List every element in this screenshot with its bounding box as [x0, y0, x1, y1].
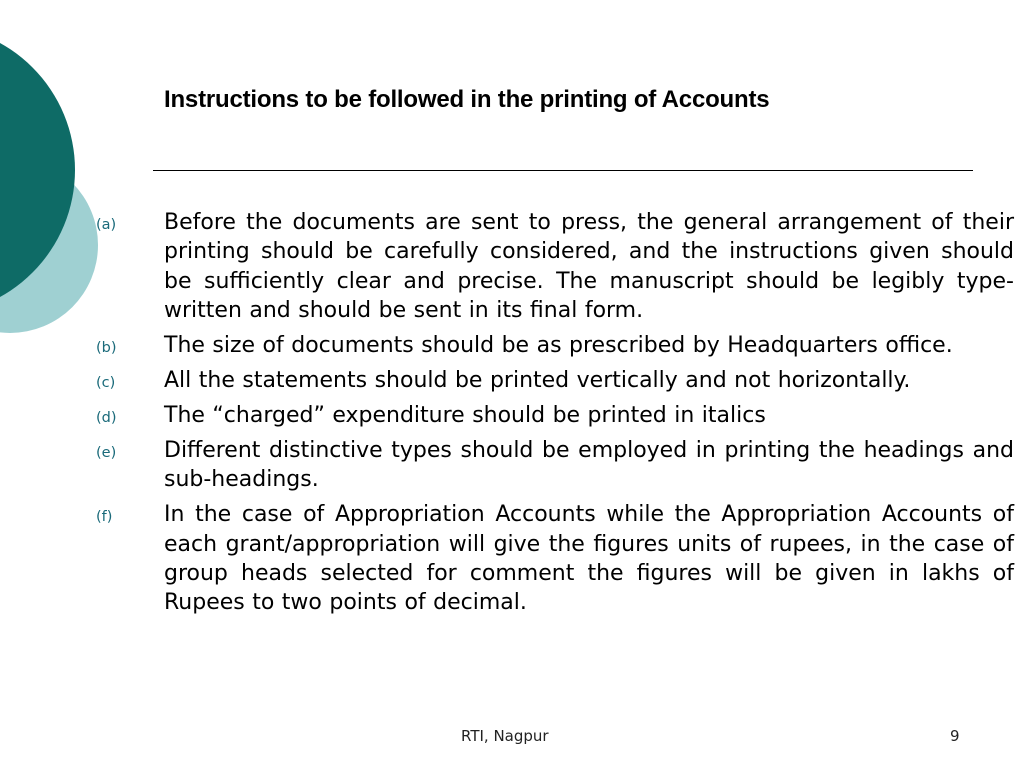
list-item — [96, 366, 1014, 395]
list-marker: (b) — [96, 340, 117, 357]
list-item-text: The size of documents should be as prescribed by Headquarters office. — [164, 333, 953, 359]
list-item — [96, 436, 1014, 495]
list-item-text: In the case of Appropriation Accounts while the Appropriation Accounts of each grant/appropriation will give the figures units of rupees, in the case of group heads selected for comment the figures will be given in lakhs of Rupees to two points of decimal. — [164, 502, 1014, 616]
list-item-text: The “charged” expenditure should be printed in italics — [164, 402, 766, 428]
slide-title: Instructions to be followed in the printing of Accounts — [164, 86, 770, 113]
list-marker: (e) — [96, 444, 117, 461]
list-item-text: Before the documents are sent to press, the general arrangement of their printing should be carefully considered, and the instructions given should be sufficiently clear and precise. The manuscript should be legibly type-written and should be sent in its final form. — [164, 210, 1014, 324]
instruction-list — [96, 208, 1014, 623]
page-number: 9 — [950, 727, 960, 745]
list-item-text: Different distinctive types should be employed in printing the headings and sub-headings. — [164, 437, 1014, 493]
list-marker: (d) — [96, 409, 117, 426]
list-item — [96, 331, 1014, 360]
list-item-text: All the statements should be printed vertically and not horizontally. — [164, 368, 911, 394]
decorative-circles — [0, 0, 110, 420]
footer-label: RTI, Nagpur — [461, 727, 549, 745]
title-divider — [153, 170, 973, 171]
list-marker: (a) — [96, 217, 117, 233]
list-item — [96, 500, 1014, 618]
list-item — [96, 401, 1014, 430]
list-item — [96, 208, 1014, 326]
list-marker: (c) — [96, 375, 116, 392]
list-marker: (f) — [96, 509, 113, 526]
